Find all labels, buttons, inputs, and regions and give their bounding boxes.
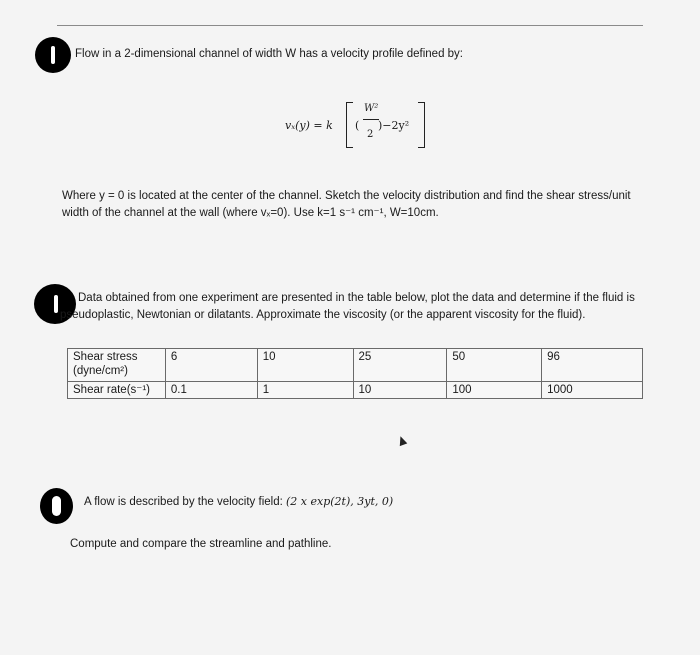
formula-fraction-bar — [363, 119, 379, 120]
question1-description: Where y = 0 is located at the center of the channel. Sketch the velocity distribution and find the shear stress/unit width of the channel at the wall (where vₓ=0). Use k=1 s⁻¹ cm⁻¹, W=10cm. — [62, 190, 631, 219]
table-cell: 0.1 — [165, 382, 257, 399]
table-cell: 10 — [257, 349, 353, 382]
row-label: Shear rate(s⁻¹) — [68, 382, 166, 399]
velocity-field: (2 x exp(2t), 3yt, 0) — [286, 495, 394, 508]
formula-left-bracket — [346, 102, 353, 148]
formula-paren: ( — [355, 119, 360, 132]
table-row-shear-stress — [68, 349, 643, 382]
top-divider — [57, 25, 643, 26]
formula-lhs: vₓ(y) = k — [285, 119, 333, 132]
table-cell: 10 — [353, 382, 447, 399]
table-cell: 25 — [353, 349, 447, 382]
table-cell: 50 — [447, 349, 542, 382]
table-cell: 96 — [542, 349, 643, 382]
formula-denominator: 2 — [367, 129, 374, 140]
experiment-data-table — [67, 348, 643, 399]
question1-bullet-icon — [35, 37, 71, 73]
question3-bullet-icon — [40, 488, 73, 524]
table-cell: 100 — [447, 382, 542, 399]
formula-right-bracket — [418, 102, 425, 148]
velocity-profile-formula — [285, 102, 435, 152]
question3-task: Compute and compare the streamline and pathline. — [70, 538, 332, 550]
table-cell: 6 — [165, 349, 257, 382]
formula-rest: )−2y² — [378, 119, 410, 132]
question3-intro-text: A flow is described by the velocity field: — [84, 496, 283, 508]
question1-intro: Flow in a 2-dimensional channel of width W has a velocity profile defined by: — [75, 48, 464, 60]
table-cell: 1000 — [542, 382, 643, 399]
formula-numerator: W² — [364, 103, 379, 114]
row-label: Shear stress (dyne/cm²) — [68, 349, 166, 382]
table-row-shear-rate — [68, 382, 643, 399]
table-cell: 1 — [257, 382, 353, 399]
question2-text: Data obtained from one experiment are presented in the table below, plot the data and determine if the fluid is pseudoplastic, Newtonian or dilatants. Approximate the viscosity (or the apparent viscosity for the fluid). — [60, 292, 635, 321]
mouse-cursor-icon — [397, 435, 408, 446]
question3-intro — [84, 493, 393, 511]
